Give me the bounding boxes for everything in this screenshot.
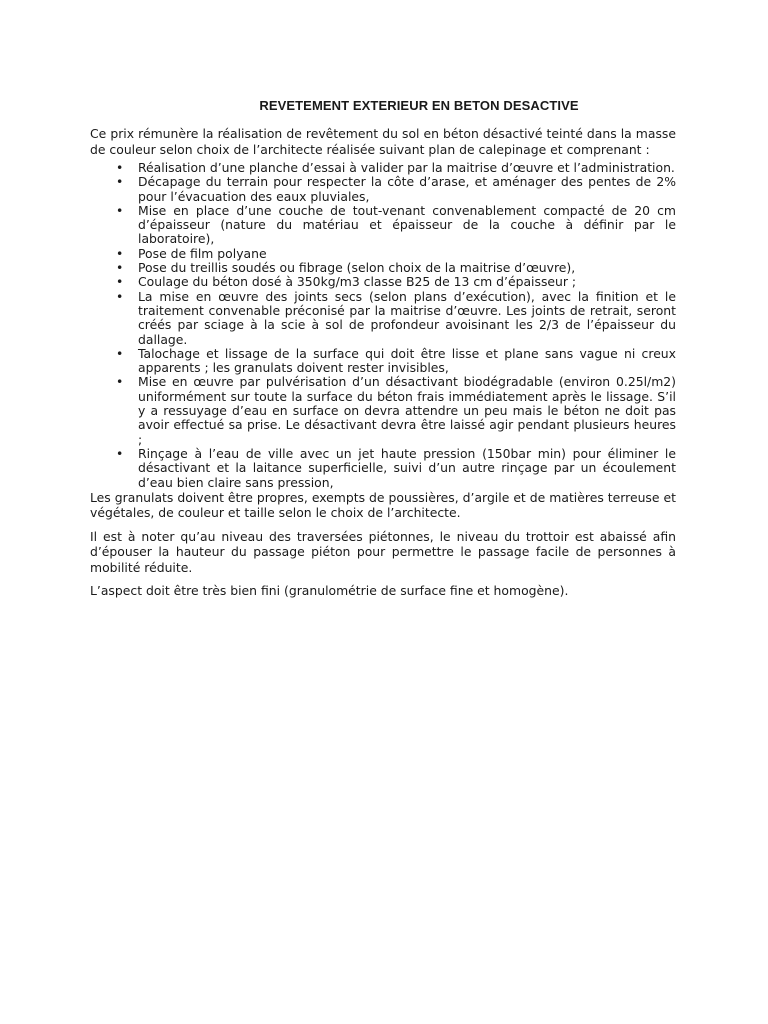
aspect-paragraph: L’aspect doit être très bien fini (granulométrie de surface fine et homogène). — [90, 583, 569, 599]
list-item-text: Mise en place d’une couche de tout-venant convenablement compacté de 20 cm d’épaisseur (nature du matériau et épaisseur de la couche à définir par le laboratoire), — [138, 202, 676, 247]
list-item-text: Pose de film polyane — [138, 245, 267, 261]
document-page — [90, 98, 676, 607]
bullet-icon: • — [116, 160, 124, 175]
list-item-text: Pose du treillis soudés ou fibrage (selon choix de la maitrise d’œuvre), — [138, 260, 576, 276]
list-item — [116, 245, 676, 261]
list-item-text: La mise en œuvre des joints secs (selon plans d’exécution), avec la finition et le traitement convenable préconisé par la maitrise d’œuvre. Les joints de retrait, seront créés par sciage à la scie à sol de profondeur avoisinant les 2/3 de l’épaisseur du dallage. — [138, 288, 676, 347]
list-item-text: Coulage du béton dosé à 350kg/m3 classe B25 de 13 cm d’épaisseur ; — [138, 274, 577, 290]
bullet-icon: • — [116, 345, 124, 361]
bullet-icon: • — [116, 288, 124, 304]
list-item — [116, 288, 676, 347]
list-item-text: Décapage du terrain pour respecter la côte d’arase, et aménager des pentes de 2% pour l’évacuation des eaux pluviales, — [138, 174, 676, 204]
bullet-icon: • — [116, 174, 124, 190]
list-item — [116, 374, 676, 447]
list-item — [116, 445, 676, 490]
work-items-list — [90, 161, 676, 490]
bullet-icon: • — [116, 202, 124, 218]
bullet-icon: • — [116, 245, 124, 261]
list-item — [116, 160, 676, 175]
bullet-icon: • — [116, 260, 124, 276]
list-item — [116, 260, 676, 276]
list-item-text: Talochage et lissage de la surface qui doit être lisse et plane sans vague ni creux apparents ; les granulats doivent rester invisibles, — [138, 345, 676, 376]
list-item-text: Rinçage à l’eau de ville avec un jet haute pression (150bar min) pour éliminer le désactivant et la laitance superficielle, suivi d’un autre rinçage par un écoulement d’eau bien claire sans pression, — [138, 445, 676, 490]
list-item — [116, 345, 676, 376]
list-item — [116, 174, 676, 204]
list-item-text: Réalisation d’une planche d’essai à valider par la maitrise d’œuvre et l’administration. — [138, 160, 675, 175]
intro-paragraph: Ce prix rémunère la réalisation de revêtement du sol en béton désactivé teinté dans la masse de couleur selon choix de l’architecte réalisée suivant plan de calepinage et comprenant : — [90, 126, 676, 157]
list-item — [116, 202, 676, 247]
bullet-icon: • — [116, 274, 124, 290]
granulats-paragraph: Les granulats doivent être propres, exempts de poussières, d’argile et de matières terreuse et végétales, de couleur et taille selon le choix de l’architecte. — [90, 489, 676, 521]
list-item-text: Mise en œuvre par pulvérisation d’un désactivant biodégradable (environ 0.25l/m2) uniformément sur toute la surface du béton frais immédiatement après le lissage. S’il y a ressuyage d’eau en surface on devra attendre un peu mais le béton ne doit pas avoir effectué sa prise. Le désactivant devra être laissé agir pendant plusieurs heures ; — [138, 374, 676, 447]
list-item — [116, 274, 676, 290]
bullet-icon: • — [116, 374, 124, 390]
traversees-paragraph: Il est à noter qu’au niveau des traversées piétonnes, le niveau du trottoir est abaissé afin d’épouser la hauteur du passage piéton pour permettre le passage facile de personnes à mobilité réduite. — [90, 528, 676, 575]
document-title: REVETEMENT EXTERIEUR EN BETON DESACTIVE — [259, 98, 579, 113]
bullet-icon: • — [116, 445, 124, 461]
